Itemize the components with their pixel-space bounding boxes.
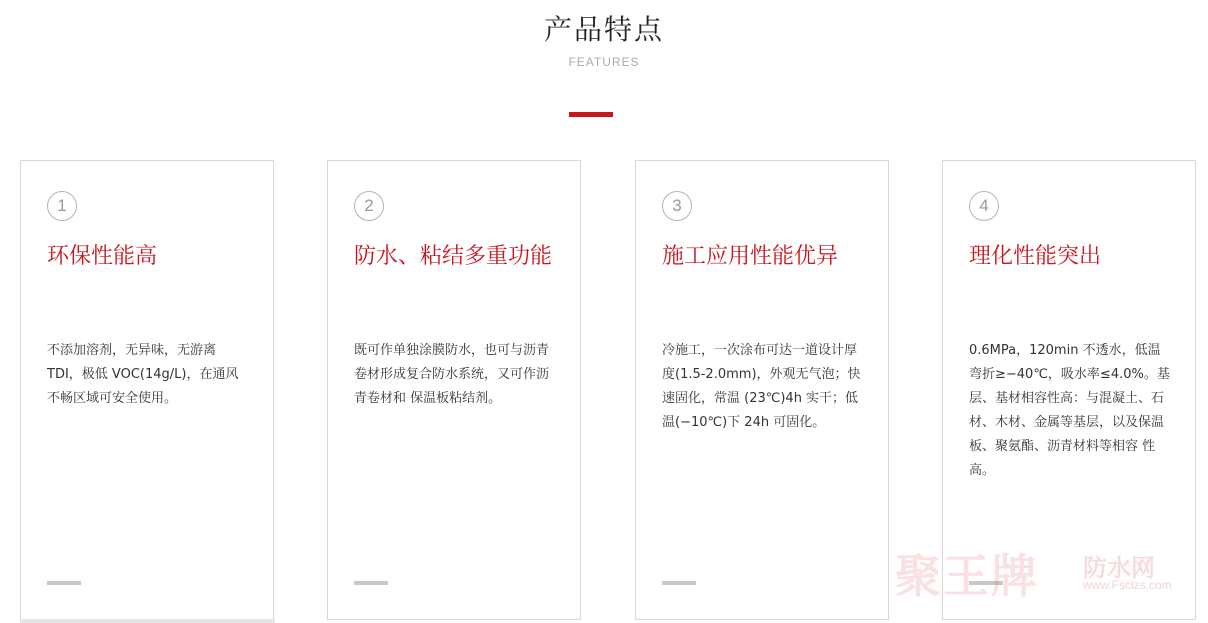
feature-description-4: 0.6MPa，120min 不透水，低温弯折≥−40℃，吸水率≤4.0%。基层、基材相容性高：与混凝土、石材、木材、金属等基层，以及保温板、聚氨酯、沥青材料等相容 性高。 xyxy=(969,343,1170,478)
feature-number-1: 1 xyxy=(47,191,77,221)
feature-card-4 xyxy=(942,160,1196,620)
watermark-url: www.Fsclzs.com xyxy=(1083,578,1172,592)
feature-title-3: 施工应用性能优异 xyxy=(662,244,839,269)
card-shadow-edge xyxy=(20,619,275,623)
feature-card-1 xyxy=(20,160,274,620)
card-footer-line xyxy=(354,581,388,585)
feature-number-2: 2 xyxy=(354,191,384,221)
card-footer-line xyxy=(47,581,81,585)
section-title: 产品特点 xyxy=(543,13,664,46)
watermark-site: 防水网 xyxy=(1083,554,1155,582)
section-subtitle: FEATURES xyxy=(568,55,640,69)
feature-description-1: 不添加溶剂，无异味，无游离 TDI，极低 VOC(14g/L)，在通风不畅区域可安全使用。 xyxy=(47,343,239,406)
feature-description-2: 既可作单独涂膜防水，也可与沥青卷材形成复合防水系统，又可作沥青卷材和 保温板粘结剂。 xyxy=(354,343,550,406)
feature-title-2: 防水、粘结多重功能 xyxy=(354,244,553,269)
feature-number-4: 4 xyxy=(969,191,999,221)
feature-title-4: 理化性能突出 xyxy=(969,244,1102,269)
feature-title-1: 环保性能高 xyxy=(47,244,158,269)
feature-description-3: 冷施工，一次涂布可达一道设计厚度(1.5-2.0mm)，外观无气泡；快速固化，常温 (23℃)4h 实干；低温(−10℃)下 24h 可固化。 xyxy=(662,343,861,430)
feature-card-3 xyxy=(635,160,889,620)
card-footer-line xyxy=(662,581,696,585)
card-footer-line xyxy=(969,581,1003,585)
feature-number-3: 3 xyxy=(662,191,692,221)
feature-card-2 xyxy=(327,160,581,620)
accent-divider xyxy=(569,112,613,117)
